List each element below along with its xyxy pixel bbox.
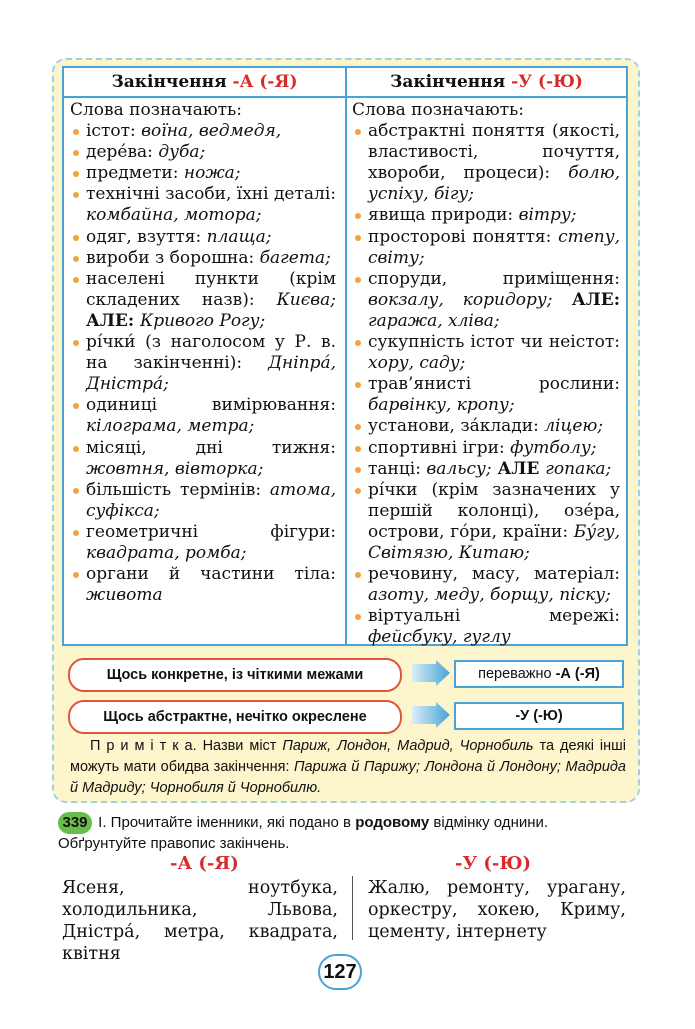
- list-item: [70, 142, 336, 163]
- list-item: [352, 269, 620, 332]
- category-text: абстрактні поняття (якості, властивості, почуття, хвороби, процеси):: [368, 121, 620, 184]
- category-text: АЛЕ: [491, 458, 546, 479]
- list-item: [70, 121, 336, 142]
- list-item: [70, 438, 336, 480]
- example-words: фейсбуку, гуглу: [368, 627, 511, 648]
- right-list: [352, 121, 620, 648]
- category-text: спортивні ігри:: [368, 437, 511, 458]
- table-divider: [345, 68, 347, 644]
- example-words: гопака;: [545, 458, 612, 479]
- concrete-result-box: [454, 660, 624, 688]
- example-words: атома, суфікса;: [86, 479, 336, 521]
- example-words: футболу;: [510, 437, 597, 458]
- list-item: [352, 606, 620, 648]
- header-right-ending: -У (-Ю): [511, 72, 583, 92]
- list-item: [70, 332, 336, 395]
- category-text: населені пункти (крім складених назв):: [86, 268, 336, 310]
- right-intro: Слова позначають:: [352, 100, 525, 120]
- arrow-right-icon: [412, 660, 450, 686]
- category-text: більшість термінів:: [86, 479, 270, 500]
- exercise-bold-word: родовому: [355, 814, 430, 831]
- list-item: [352, 121, 620, 205]
- category-text: геометричні фігури:: [86, 521, 336, 542]
- list-item: [70, 163, 336, 184]
- header-left-label: Закінчення: [111, 72, 233, 92]
- example-words: квадрата, ромба;: [86, 542, 247, 563]
- category-text: вироби з борошна:: [86, 247, 260, 268]
- list-item: [70, 480, 336, 522]
- list-item: [352, 480, 620, 564]
- left-list: [70, 121, 336, 606]
- example-left-heading: -А (-Я): [170, 853, 239, 874]
- example-words: дуба;: [158, 142, 206, 163]
- list-item: [352, 416, 620, 437]
- example-words: плаща;: [206, 226, 272, 247]
- endings-table: [62, 66, 628, 646]
- note-forms: Парижа й Парижу; Лондона й Лондону; Мадрида й Мадриду; Чорнобиля й Чорнобилю.: [70, 759, 626, 796]
- example-words: гаража, хліва;: [368, 310, 500, 331]
- list-item: [70, 522, 336, 564]
- example-words: болю, успіху, бігу;: [368, 163, 620, 205]
- list-item: [352, 205, 620, 226]
- left-column: [70, 100, 336, 606]
- exercise-number-badge: [58, 812, 92, 834]
- concrete-result-prefix: переважно: [478, 666, 556, 682]
- page-number-text: 127: [323, 961, 357, 983]
- list-item: [352, 438, 620, 459]
- example-left-words: Ясеня, ноутбука, холодильника, Львова, Дністра́, метра, квадрата, квітня: [62, 878, 338, 964]
- category-text: рі́чки́ (з наголосом у Р. в. на закінченні):: [86, 332, 336, 374]
- exercise-task: [58, 812, 633, 854]
- concrete-result-ending: -А (-Я): [555, 666, 600, 682]
- right-column: [352, 100, 620, 648]
- category-text: АЛЕ:: [86, 310, 141, 331]
- category-text: установи, за́клади:: [368, 416, 545, 437]
- category-text: місяці, дні тижня:: [86, 437, 336, 458]
- page-number: [318, 954, 362, 990]
- example-words: комбайна, мотора;: [86, 205, 262, 226]
- category-text: предмети:: [86, 163, 184, 184]
- list-item: [70, 564, 336, 606]
- example-words: багета;: [259, 247, 331, 268]
- example-words: хору, саду;: [368, 353, 466, 374]
- header-left: [64, 68, 345, 96]
- example-words: Бу́гу, Світязю, Китаю;: [368, 521, 620, 563]
- category-text: технічні засоби, їхні деталі:: [86, 184, 336, 205]
- category-text: трав’янисті рослини:: [368, 374, 620, 395]
- example-words: ножа;: [183, 163, 241, 184]
- list-item: [352, 227, 620, 269]
- example-words: Києва;: [276, 289, 336, 310]
- concrete-rule-text: Щось конкретне, із чіткими межами: [106, 667, 364, 683]
- example-words: Дніпра́, Дністра́;: [86, 353, 336, 395]
- abstract-rule-pill: [68, 700, 402, 734]
- example-words: жовтня, вівторка;: [86, 458, 264, 479]
- category-text: сукупність істот чи неістот:: [368, 332, 620, 353]
- category-text: дере́ва:: [86, 142, 159, 163]
- category-text: віртуальні мережі:: [368, 606, 620, 627]
- example-divider: [352, 876, 353, 940]
- example-words: воїна, ведмедя,: [141, 121, 282, 142]
- abstract-result-box: [454, 702, 624, 730]
- list-item: [352, 374, 620, 416]
- exercise-text-2: відмінку однини. Обґрунтуйте правопис закінчень.: [58, 814, 549, 852]
- note-text-2: та деякі інші можуть мати обидва закінчення:: [70, 738, 627, 775]
- category-text: одиниці вимірювання:: [86, 395, 336, 416]
- example-right-words: Жалю, ремонту, урагану, оркестру, хокею, Криму, цементу, інтернету: [368, 878, 626, 942]
- list-item: [70, 395, 336, 437]
- example-words: вітру;: [518, 205, 577, 226]
- example-words: азоту, меду, борщу, піску;: [368, 585, 611, 606]
- left-intro: Слова позначають:: [70, 100, 243, 120]
- header-left-ending: -А (-Я): [232, 72, 298, 92]
- example-words: вокзалу, коридору;: [368, 289, 553, 310]
- list-item: [70, 184, 336, 226]
- list-item: [70, 269, 336, 332]
- example-words: Кривого Рогу;: [140, 310, 266, 331]
- header-right: [347, 68, 626, 96]
- abstract-rule-text: Щось абстрактне, нечітко окреслене: [103, 709, 367, 725]
- example-words: вальсу;: [426, 458, 492, 479]
- category-text: істот:: [86, 121, 142, 142]
- arrow-right-icon: [412, 702, 450, 728]
- category-text: просторові поняття:: [368, 226, 559, 247]
- note-cities: Париж, Лондон, Мадрид, Чорнобиль: [282, 738, 534, 754]
- list-item: [70, 227, 336, 248]
- list-item: [352, 332, 620, 374]
- category-text: одяг, взуття:: [86, 226, 207, 247]
- example-words: кілограма, метра;: [86, 416, 255, 437]
- category-text: явища природи:: [368, 205, 519, 226]
- example-right-heading: -У (-Ю): [455, 853, 532, 874]
- category-text: споруди, приміщення:: [368, 268, 620, 289]
- list-item: [352, 564, 620, 606]
- list-item: [352, 459, 620, 480]
- category-text: танці:: [368, 458, 427, 479]
- example-words: живота: [86, 585, 163, 606]
- note-text-1: Назви міст: [196, 738, 283, 754]
- category-text: речовину, масу, матеріал:: [368, 564, 620, 585]
- example-words: барвінку, кропу;: [368, 395, 515, 416]
- header-right-label: Закінчення: [390, 72, 512, 92]
- abstract-result-text: -У (-Ю): [515, 708, 563, 724]
- example-words: степу, світу;: [368, 226, 620, 268]
- category-text: рі́чки (крім зазначених у першій колонці), озе́ра, острови, го́ри, країни:: [368, 479, 620, 542]
- category-text: АЛЕ:: [552, 289, 620, 310]
- category-text: органи й частини тіла:: [86, 564, 336, 585]
- exercise-number: 339: [62, 814, 88, 831]
- concrete-rule-pill: [68, 658, 402, 692]
- note-label: П р и м і т к а.: [90, 738, 197, 754]
- example-words: ліцею;: [544, 416, 604, 437]
- note-paragraph: [70, 736, 626, 799]
- exercise-text-1: І. Прочитайте іменники, які подано в: [94, 814, 356, 831]
- list-item: [70, 248, 336, 269]
